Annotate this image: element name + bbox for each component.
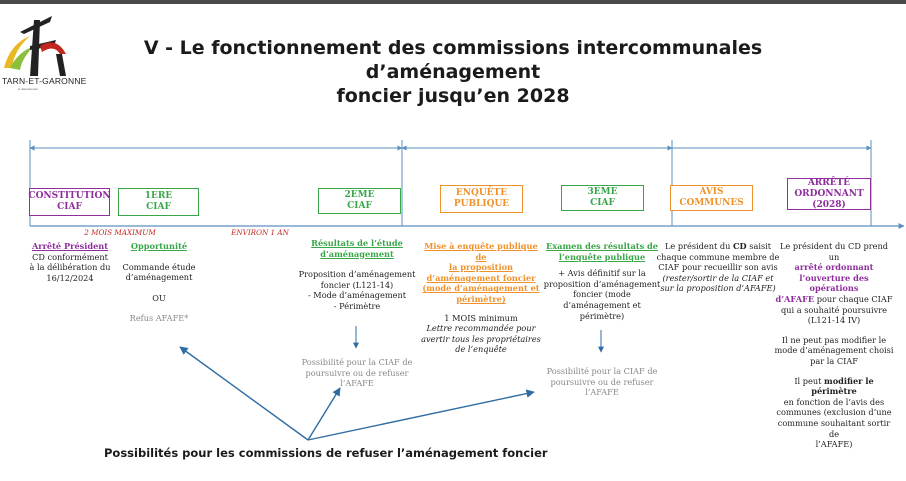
text-line: l’AFAFE) <box>815 439 853 450</box>
first-ciaf-text <box>112 241 206 324</box>
box-label: ARRÊTÉ <box>807 177 851 188</box>
text-line: chaque commune membre de <box>656 251 780 262</box>
text-title: la proposition <box>449 262 513 273</box>
text-line: 16/12/2024 <box>46 272 94 283</box>
logo-subtext: le département <box>18 87 39 91</box>
text-title: (mode d’aménagement et <box>422 283 540 294</box>
text-line: avertir tous les propriétaires <box>421 333 541 344</box>
box-label: 2EME <box>344 190 375 200</box>
step-third-ciaf-box <box>561 185 644 211</box>
text-line: de l’enquête <box>455 344 507 355</box>
text-line <box>656 241 780 252</box>
text-line: sur la proposition d’AFAFE) <box>660 283 776 294</box>
avis-text <box>656 241 780 294</box>
third-ciaf-possibility <box>540 366 664 398</box>
third-ciaf-text <box>540 241 664 321</box>
text-line: (rester/sortir de la CIAF et <box>662 272 774 283</box>
step-constitution-box <box>29 188 110 216</box>
box-label: CIAF <box>590 198 615 208</box>
box-label: ENQUÊTE <box>455 188 508 198</box>
text-title: Opportunité <box>130 241 188 251</box>
text-line: qui a souhaité poursuivre <box>781 304 887 315</box>
text-line <box>774 376 894 397</box>
box-label: CIAF <box>347 201 372 211</box>
step-second-ciaf-box <box>318 188 401 214</box>
box-label: PUBLIQUE <box>453 199 510 209</box>
text-title: Résultats de l’étude <box>311 238 403 248</box>
arrete-text <box>774 241 894 450</box>
step-enquete-box <box>440 185 523 213</box>
text-title: Arrêté Président <box>31 241 109 251</box>
text-line: Possibilité pour la CIAF de <box>301 357 413 367</box>
text-line: d’aménagement <box>125 272 193 283</box>
text-line: Le président du CD prend un <box>779 241 889 262</box>
text-line: Possibilité pour la CIAF de <box>546 366 658 376</box>
text-fragment: pour chaque CIAF <box>814 293 893 304</box>
footer-caption: Possibilités pour les commissions de refuser l’aménagement foncier <box>104 446 548 460</box>
text-line: arrêté ordonnant <box>794 262 874 273</box>
title-line-2: foncier jusqu’en 2028 <box>336 85 570 107</box>
text-fragment: d’AFAFE <box>775 293 815 304</box>
refusal-text: Refus AFAFE* <box>129 313 189 324</box>
text-fragment: Le président du <box>664 241 734 251</box>
box-label: CIAF <box>146 202 171 212</box>
box-label: AVIS <box>699 187 724 197</box>
text-line: Commande étude <box>122 261 196 272</box>
text-line: en fonction de l’avis des <box>783 396 885 407</box>
text-fragment: Il peut <box>794 375 825 386</box>
text-line: (L121-14 IV) <box>807 315 861 326</box>
step-first-ciaf-box <box>118 188 199 216</box>
text-title: Mise à enquête publique de <box>424 241 538 262</box>
text-line: - Périmètre <box>333 300 381 311</box>
text-line: foncier (L121-14) <box>320 279 394 290</box>
text-line <box>774 294 894 305</box>
text-line: poursuivre ou de refuser <box>550 376 654 387</box>
arrow-to-refus <box>180 347 308 440</box>
text-line: proposition d’aménagement <box>543 278 661 289</box>
text-line: à la délibération du <box>29 262 111 273</box>
text-fragment: modifier le périmètre <box>811 375 874 397</box>
title-line-1: V - Le fonctionnement des commissions intercommunales d’aménagement <box>143 37 763 83</box>
text-line: CIAF pour recueillir son avis <box>658 262 778 273</box>
text-line: d’aménagement et périmètre) <box>563 299 641 321</box>
text-fragment: CD <box>733 241 747 251</box>
text-line: 1 MOIS minimum <box>444 312 518 323</box>
text-title: périmètre) <box>456 293 506 304</box>
text-line: Lettre recommandée pour <box>426 323 536 334</box>
text-line: OU <box>152 292 166 303</box>
logo-text: TARN-ET-GARONNE <box>2 76 87 86</box>
text-line: foncier (mode <box>573 289 631 300</box>
text-line: par la CIAF <box>810 355 858 366</box>
enquete-text <box>420 241 542 355</box>
step-arrete-box <box>787 178 871 210</box>
text-title: l’enquête publique <box>558 251 646 262</box>
delay-label-1: 2 MOIS MAXIMUM <box>84 228 156 237</box>
constitution-text <box>22 241 118 283</box>
box-label: 3EME <box>587 187 618 197</box>
text-line: CD conformément <box>32 251 108 262</box>
text-title: Examen des résultats de <box>546 241 658 251</box>
delay-label-2: ENVIRON 1 AN <box>231 228 289 237</box>
second-ciaf-possibility <box>290 357 424 389</box>
box-label: (2028) <box>812 199 846 210</box>
text-fragment: saisit <box>746 241 772 251</box>
box-label: ORDONNANT <box>794 188 864 199</box>
text-line: l’AFAFE <box>585 387 619 398</box>
text-line: l’ouverture des opérations <box>799 272 869 294</box>
text-line: Il ne peut pas modifier le <box>781 334 887 345</box>
step-avis-box <box>670 185 753 211</box>
box-label: CONSTITUTION <box>28 191 111 201</box>
text-title: d’aménagement <box>320 248 394 259</box>
text-line: poursuivre ou de refuser l’AFAFE <box>305 367 409 389</box>
text-line: Proposition d’aménagement <box>298 269 416 280</box>
text-line: mode d’aménagement choisi <box>774 345 894 356</box>
text-title: d’aménagement foncier <box>426 272 536 283</box>
text-line: - Mode d’aménagement <box>307 290 407 301</box>
box-label: COMMUNES <box>679 198 744 208</box>
arrow-to-second <box>308 388 340 440</box>
text-line: communes (exclusion d’une <box>776 407 892 418</box>
second-ciaf-text <box>296 238 418 312</box>
text-line: commune souhaitant sortir de <box>777 417 891 439</box>
box-label: 1ERE <box>144 191 173 201</box>
box-label: CIAF <box>57 202 82 212</box>
text-line: + Avis définitif sur la <box>558 268 646 279</box>
arrow-to-third <box>308 392 534 440</box>
